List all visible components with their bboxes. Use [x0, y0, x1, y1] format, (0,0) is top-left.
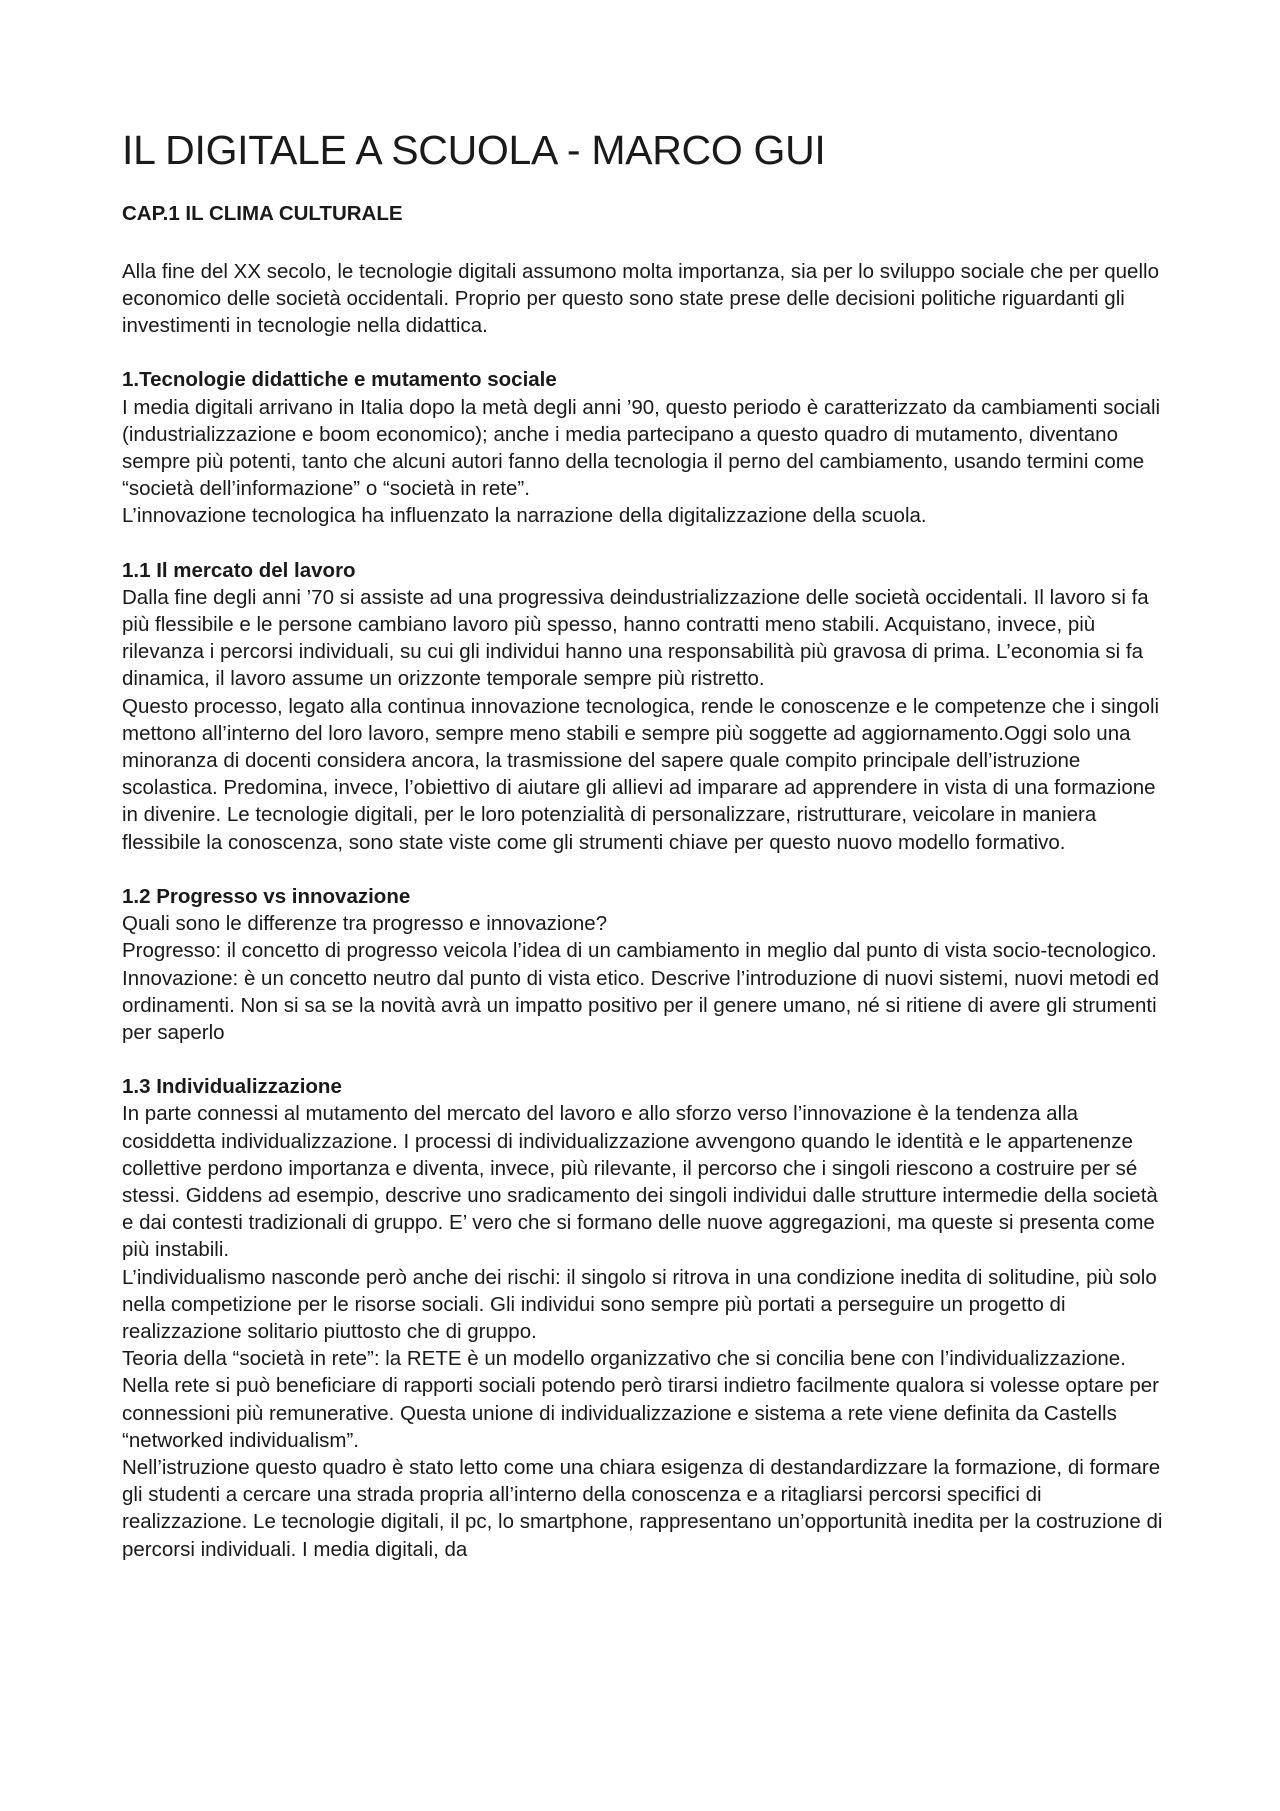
section-heading: 1.1 Il mercato del lavoro [122, 558, 356, 582]
paragraph: In parte connessi al mutamento del mercato del lavoro e allo sforzo verso l’innovazione è la tendenza alla cosiddetta individualizzazione. I processi di individualizzazione avvengono quando le identità e le appartenenze collettive perdono importanza e diventa, invece, più rilevante, il percorso che i singoli riescono a costruire per sé stessi. Giddens ad esempio, descrive uno sradicamento dei singoli individui dalle strutture intermedie della società e dai contesti tradizionali di gruppo. E’ vero che si formano delle nuove aggregazioni, ma queste si presenta come più instabili. [122, 1102, 1158, 1262]
document-title: IL DIGITALE A SCUOLA - MARCO GUI [122, 127, 826, 173]
paragraph: Innovazione: è un concetto neutro dal punto di vista etico. Descrive l’introduzione di nuovi sistemi, nuovi metodi ed ordinamenti. Non si sa se la novità avrà un impatto positivo per il genere umano, né si ritiene di avere gli strumenti per saperlo [122, 966, 1159, 1044]
paragraph: Progresso: il concetto di progresso veicola l’idea di un cambiamento in meglio dal punto di vista socio-tecnologico. [122, 939, 1157, 963]
paragraph: Nell’istruzione questo quadro è stato letto come una chiara esigenza di destandardizzare la formazione, di formare gli studenti a cercare una strada propria all’interno della conoscenza e a ritagliarsi percorsi specifici di realizzazione. Le tecnologie digitali, il pc, lo smartphone, rappresentano un’opportunità inedita per la costruzione di percorsi individuali. I media digitali, da [122, 1455, 1163, 1561]
paragraph: Quali sono le differenze tra progresso e innovazione? [122, 912, 608, 936]
paragraph: Dalla fine degli anni ’70 si assiste ad una progressiva deindustrializzazione delle società occidentali. Il lavoro si fa più flessibile e le persone cambiano lavoro più spesso, hanno contratti meno stabili. Acquistano, invece, più rilevanza i percorsi individuali, su cui gli individui hanno una responsabilità più gravosa di prima. L’economia si fa dinamica, il lavoro assume un orizzonte temporale sempre più ristretto. [122, 585, 1149, 691]
section-individualizzazione [122, 1073, 1172, 1563]
document-page [122, 126, 1172, 1563]
paragraph: L’innovazione tecnologica ha influenzato la narrazione della digitalizzazione della scuola. [122, 504, 927, 528]
intro-paragraph: Alla fine del XX secolo, le tecnologie digitali assumono molta importanza, sia per lo sviluppo sociale che per quello economico delle società occidentali. Proprio per questo sono state prese delle decisioni politiche riguardanti gli investimenti in tecnologie nella didattica. [122, 259, 1159, 338]
section-mercato-lavoro [122, 557, 1172, 856]
section-heading: 1.Tecnologie didattiche e mutamento sociale [122, 368, 557, 392]
section-tecnologie-didattiche [122, 366, 1172, 529]
paragraph: I media digitali arrivano in Italia dopo la metà degli anni ’90, questo periodo è caratterizzato da cambiamenti sociali (industrializzazione e boom economico); anche i media partecipano a questo quadro di mutamento, diventano sempre più potenti, tanto che alcuni autori fanno della tecnologia il perno del cambiamento, usando termini come “società dell’informazione” o “società in rete”. [122, 395, 1161, 501]
section-heading: 1.3 Individualizzazione [122, 1075, 342, 1099]
paragraph: L’individualismo nasconde però anche dei rischi: il singolo si ritrova in una condizione inedita di solitudine, più solo nella competizione per le risorse sociali. Gli individui sono sempre più portati a perseguire un progetto di realizzazione solitario piuttosto che di gruppo. [122, 1265, 1157, 1343]
chapter-heading: CAP.1 IL CLIMA CULTURALE [122, 202, 403, 226]
section-progresso-innovazione [122, 883, 1172, 1046]
section-heading: 1.2 Progresso vs innovazione [122, 884, 411, 908]
paragraph: Teoria della “società in rete”: la RETE è un modello organizzativo che si concilia bene con l’individualizzazione. Nella rete si può beneficiare di rapporti sociali potendo però tirarsi indietro facilmente qualora si volesse optare per connessioni più remunerative. Questa unione di individualizzazione e sistema a rete viene definita da Castells “networked individualism”. [122, 1347, 1159, 1452]
paragraph: Questo processo, legato alla continua innovazione tecnologica, rende le conoscenze e le competenze che i singoli mettono all’interno del loro lavoro, sempre meno stabili e sempre più soggette ad aggiornamento.Oggi solo una minoranza di docenti considera ancora, la trasmissione del sapere quale compito principale dell’istruzione scolastica. Predomina, invece, l’obiettivo di aiutare gli allievi ad imparare ad apprendere in vista di una formazione in divenire. Le tecnologie digitali, per le loro potenzialità di personalizzare, ristrutturare, veicolare in maniera flessibile la conoscenza, sono state viste come gli strumenti chiave per questo nuovo modello formativo. [122, 694, 1160, 854]
